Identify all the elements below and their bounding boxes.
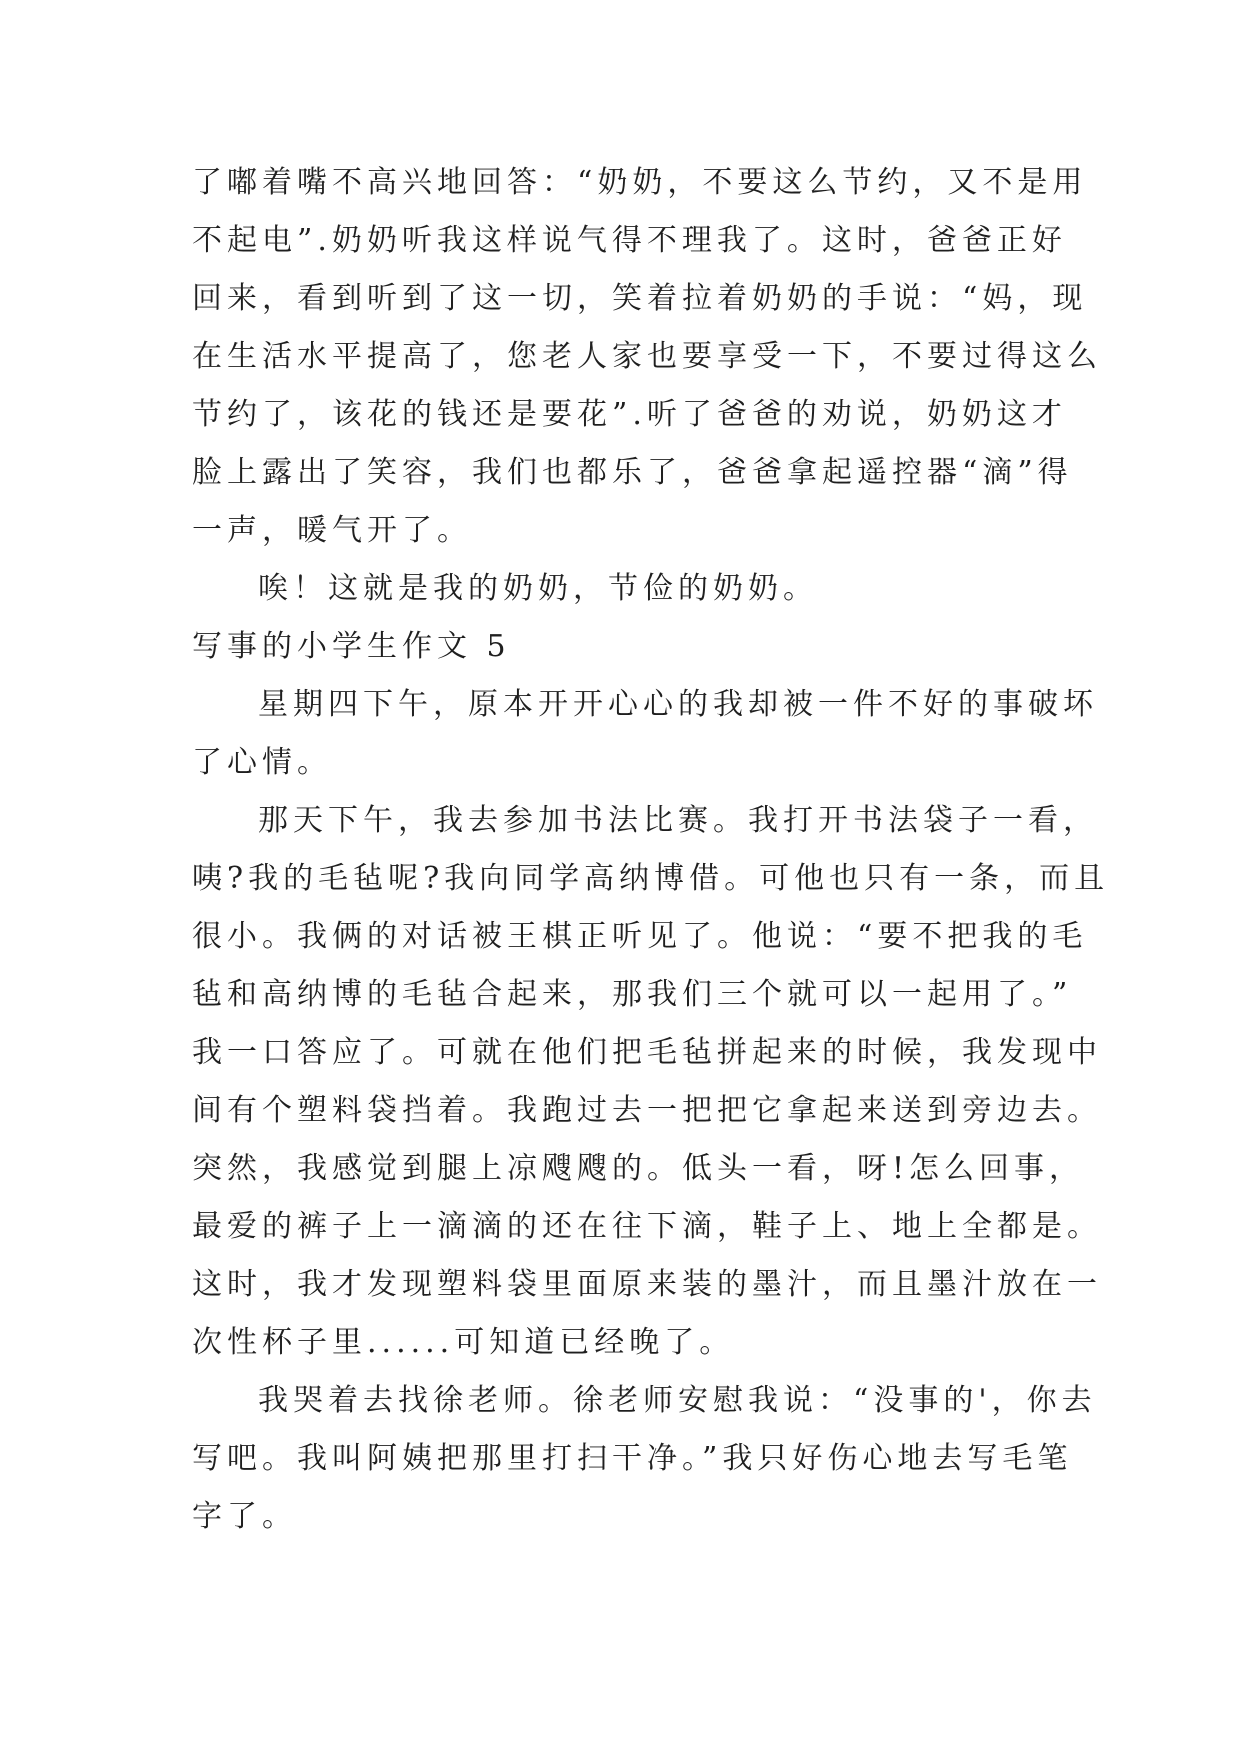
paragraph [192, 154, 1102, 560]
text-line: 脸上露出了笑容，我们也都乐了，爸爸拿起遥控器“滴”得 [192, 455, 1073, 490]
document-body [192, 154, 1110, 1546]
text-line: 突然，我感觉到腿上凉飕飕的。低头一看，呀!怎么回事， [192, 1151, 1085, 1186]
text-line: 了心情。 [192, 745, 332, 780]
text-line: 毡和高纳博的毛毡合起来，那我们三个就可以一起用了。” [192, 977, 1073, 1012]
text-line: 这时，我才发现塑料袋里面原来装的墨汁，而且墨汁放在一 [192, 1267, 1102, 1302]
paragraph [192, 1372, 1097, 1546]
text-line: 在生活水平提高了，您老人家也要享受一下，不要过得这么 [192, 339, 1102, 374]
text-line: 咦?我的毛毡呢?我向同学高纳博借。可他也只有一条，而且 [192, 861, 1110, 896]
text-line: 写吧。我叫阿姨把那里打扫干净。”我只好伤心地去写毛笔 [192, 1441, 1073, 1476]
heading-line: 写事的小学生作文 5 [192, 629, 511, 664]
text-line: 我哭着去找徐老师。徐老师安慰我说：“没事的'，你去 [258, 1383, 1097, 1418]
text-line: 不起电”.奶奶听我这样说气得不理我了。这时，爸爸正好 [192, 223, 1067, 258]
text-line: 回来，看到听到了这一切，笑着拉着奶奶的手说：“妈，现 [192, 281, 1088, 316]
text-line: 很小。我俩的对话被王棋正听见了。他说：“要不把我的毛 [192, 919, 1088, 954]
text-line: 一声，暖气开了。 [192, 513, 472, 548]
paragraph [192, 676, 1098, 792]
text-line: 星期四下午，原本开开心心的我却被一件不好的事破坏 [258, 687, 1098, 722]
text-line: 字了。 [192, 1499, 297, 1534]
text-line: 唉！这就是我的奶奶，节俭的奶奶。 [258, 571, 818, 606]
text-line: 次性杯子里......可知道已经晚了。 [192, 1325, 735, 1360]
paragraph [192, 792, 1110, 1372]
text-line: 间有个塑料袋挡着。我跑过去一把把它拿起来送到旁边去。 [192, 1093, 1102, 1128]
text-line: 节约了，该花的钱还是要花”.听了爸爸的劝说，奶奶这才 [192, 397, 1067, 432]
text-line: 我一口答应了。可就在他们把毛毡拼起来的时候，我发现中 [192, 1035, 1102, 1070]
section-heading [192, 618, 1072, 676]
text-line: 那天下午，我去参加书法比赛。我打开书法袋子一看， [258, 803, 1098, 838]
text-line: 最爱的裤子上一滴滴的还在往下滴，鞋子上、地上全都是。 [192, 1209, 1102, 1244]
text-line: 了嘟着嘴不高兴地回答：“奶奶，不要这么节约，又不是用 [192, 165, 1088, 200]
paragraph [192, 560, 1072, 618]
